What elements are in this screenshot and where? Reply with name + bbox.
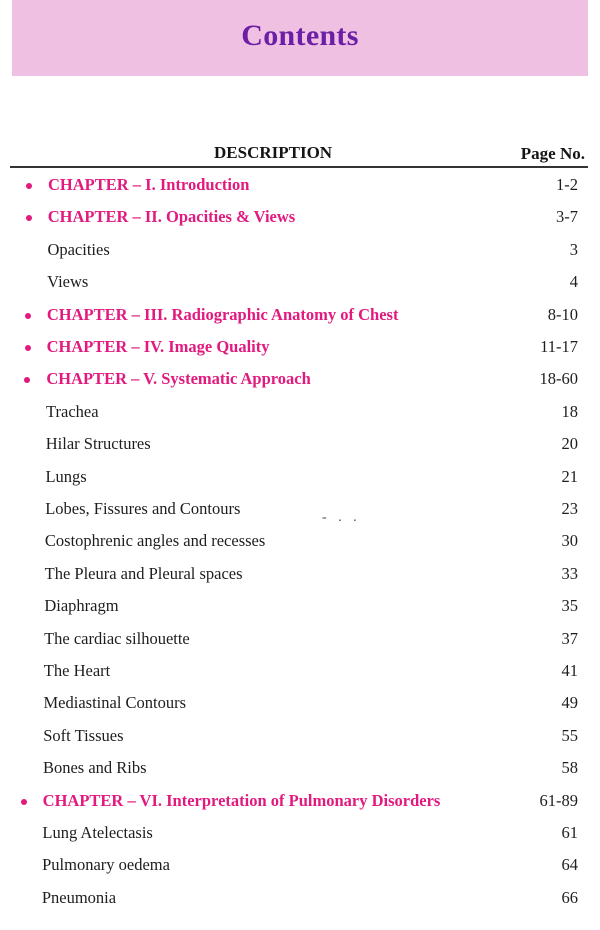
section-entry (0, 661, 600, 685)
entry-page-number: 1-2 (556, 175, 578, 194)
entry-label: Trachea (46, 401, 99, 421)
header-banner (12, 0, 588, 76)
section-entry (0, 726, 600, 750)
section-entry (0, 531, 600, 555)
entry-label: The cardiac silhouette (44, 628, 190, 648)
section-entry (0, 434, 600, 458)
entry-page-number: 33 (561, 563, 578, 583)
entry-page-number: 4 (569, 272, 578, 292)
entry-page-number: 35 (561, 596, 578, 616)
entry-page-number: 3-7 (556, 207, 578, 227)
header-divider (10, 166, 588, 168)
entry-page-number: 41 (561, 661, 578, 680)
bullet-icon (26, 183, 32, 189)
bullet-icon (25, 313, 31, 319)
entry-label: Mediastinal Contours (43, 693, 187, 713)
chapter-entry (0, 337, 600, 361)
entry-label: Costophrenic angles and recesses (44, 531, 266, 551)
entry-page-number: 49 (561, 693, 578, 713)
entry-page-number: 55 (561, 725, 578, 745)
entry-page-number: 61-89 (539, 790, 578, 810)
entry-page-number: 21 (561, 466, 578, 486)
entry-label: CHAPTER – V. Systematic Approach (46, 369, 311, 389)
entry-label: Lobes, Fissures and Contours (45, 499, 241, 518)
section-entry (0, 240, 600, 264)
section-entry (0, 596, 600, 620)
entry-label: Pneumonia (41, 887, 117, 907)
entry-label: Pulmonary oedema (42, 855, 170, 875)
section-entry (0, 564, 600, 588)
section-entry (0, 499, 600, 523)
page-title: Contents (241, 19, 359, 52)
print-specks: - . . (322, 510, 361, 525)
entry-label: The Pleura and Pleural spaces (44, 563, 243, 583)
section-entry (0, 888, 600, 912)
entry-label: Soft Tissues (43, 725, 124, 745)
entry-label: The Heart (43, 661, 111, 680)
chapter-entry (0, 791, 600, 815)
entry-page-number: 8-10 (547, 304, 578, 324)
bullet-icon (24, 377, 30, 383)
section-entry (0, 402, 600, 426)
chapter-entry (0, 207, 600, 231)
entry-page-number: 58 (561, 758, 578, 778)
entry-label: Bones and Ribs (42, 758, 147, 778)
page-number-column-header: Page No. (520, 144, 585, 163)
section-entry (0, 758, 600, 782)
entry-page-number: 23 (561, 499, 578, 518)
entry-label: Lungs (45, 466, 87, 486)
bullet-icon (26, 215, 32, 221)
chapter-entry (0, 175, 600, 199)
bullet-icon (21, 799, 27, 805)
entry-label: CHAPTER – I. Introduction (48, 175, 250, 194)
entry-page-number: 18-60 (539, 369, 578, 389)
section-entry (0, 855, 600, 879)
entry-page-number: 3 (569, 239, 578, 259)
entry-label: Lung Atelectasis (42, 823, 153, 842)
entry-label: CHAPTER – IV. Image Quality (46, 337, 270, 356)
entry-label: CHAPTER – III. Radiographic Anatomy of Chest (46, 304, 399, 324)
section-entry (0, 629, 600, 653)
section-entry (0, 693, 600, 717)
entry-label: Diaphragm (44, 596, 119, 616)
entry-label: Opacities (47, 239, 110, 259)
entry-page-number: 66 (561, 887, 578, 907)
section-entry (0, 823, 600, 847)
description-column-header: DESCRIPTION (214, 143, 333, 162)
chapter-entry (0, 369, 600, 393)
section-entry (0, 272, 600, 296)
entry-label: Views (47, 272, 89, 292)
entry-label: CHAPTER – VI. Interpretation of Pulmonary Disorders (42, 790, 441, 810)
section-entry (0, 467, 600, 491)
entry-page-number: 61 (561, 823, 578, 842)
entry-page-number: 20 (561, 434, 578, 454)
entry-page-number: 11-17 (540, 337, 578, 356)
entry-page-number: 64 (561, 855, 578, 875)
entry-page-number: 37 (561, 628, 578, 648)
entry-label: CHAPTER – II. Opacities & Views (47, 207, 296, 227)
bullet-icon (25, 345, 31, 351)
chapter-entry (0, 305, 600, 329)
entry-page-number: 18 (561, 401, 578, 421)
entry-label: Hilar Structures (45, 434, 151, 454)
entry-page-number: 30 (561, 531, 578, 551)
